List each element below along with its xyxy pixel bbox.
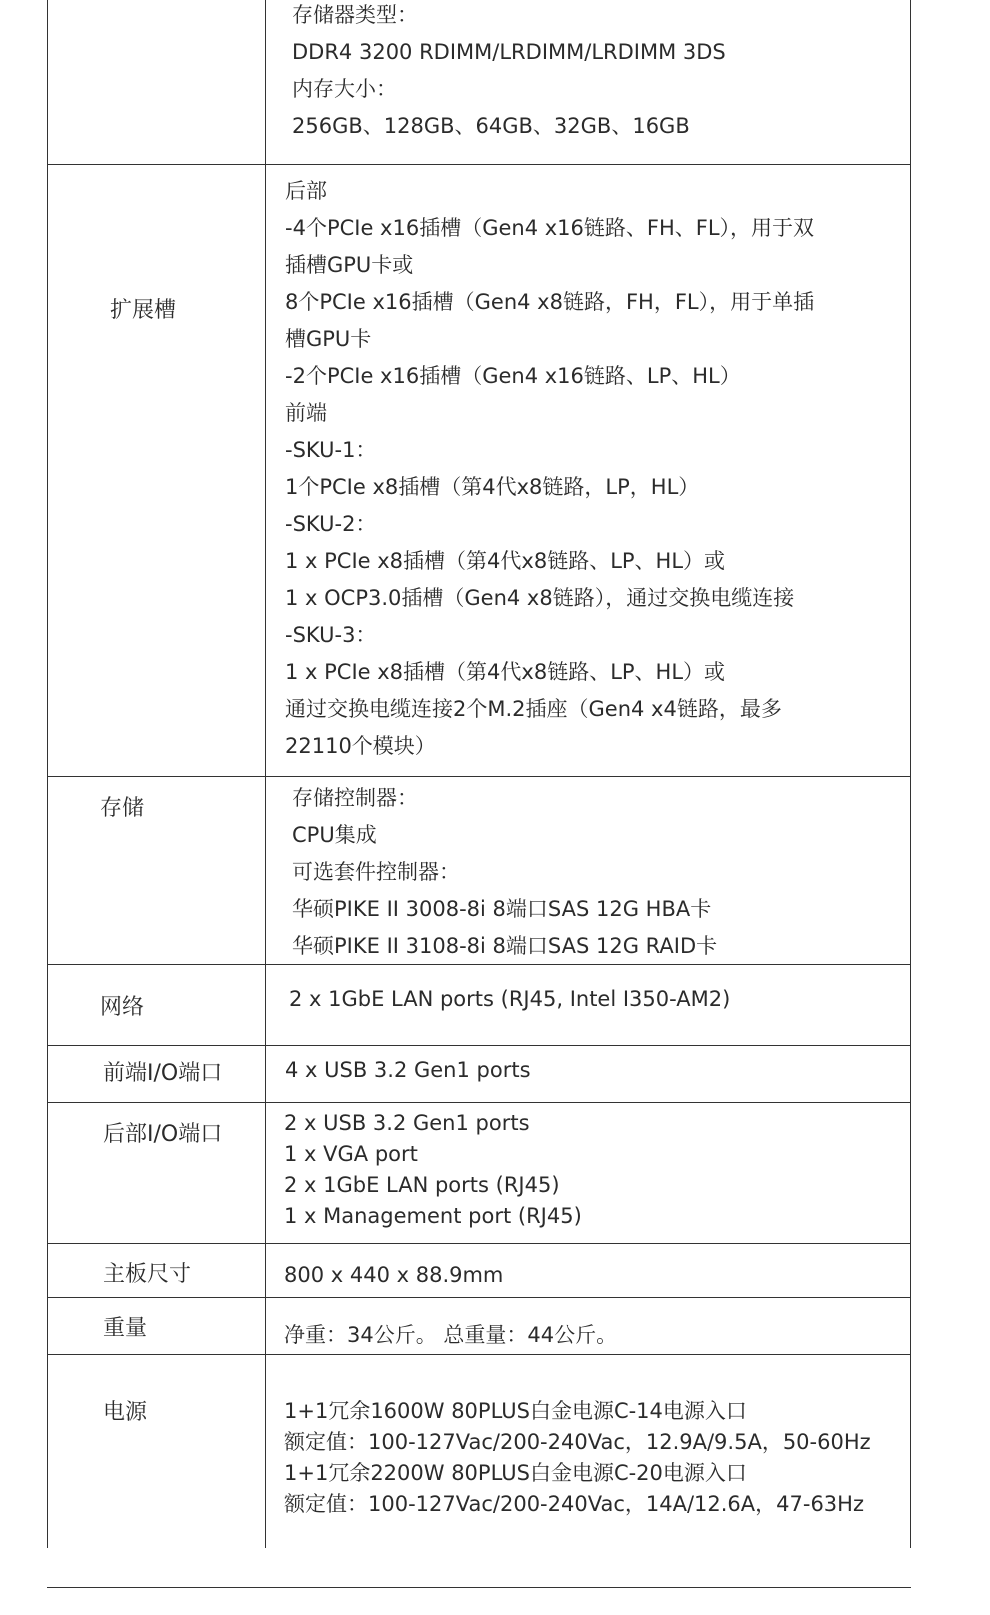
row-divider (47, 1297, 911, 1298)
rear-io-line: 1 x VGA port (284, 1142, 418, 1166)
front-io-line: 4 x USB 3.2 Gen1 ports (285, 1058, 531, 1082)
expansion-line: -2个PCIe x16插槽（Gen4 x16链路、LP、HL） (285, 364, 741, 388)
table-border-left (47, 0, 48, 1548)
row-divider (47, 1102, 911, 1103)
memory-line: 存储器类型： (292, 3, 418, 27)
expansion-label: 扩展槽 (110, 298, 177, 323)
table-border-right (910, 0, 911, 1548)
memory-line: 内存大小： (292, 77, 397, 101)
weight-label: 重量 (103, 1316, 148, 1341)
power-line: 额定值：100-127Vac/200-240Vac，14A/12.6A，47-63Hz (284, 1492, 864, 1516)
storage-line: 存储控制器： (292, 786, 418, 810)
row-divider (47, 964, 911, 965)
board-size-label: 主板尺寸 (103, 1262, 192, 1287)
memory-line: 256GB、128GB、64GB、32GB、16GB (292, 114, 690, 138)
network-line: 2 x 1GbE LAN ports (RJ45, Intel I350-AM2) (289, 987, 731, 1011)
power-label: 电源 (103, 1400, 148, 1425)
rear-io-line: 2 x USB 3.2 Gen1 ports (284, 1111, 530, 1135)
expansion-line: 22110个模块） (285, 734, 436, 758)
expansion-line: -SKU-2： (285, 512, 377, 536)
expansion-line: 通过交换电缆连接2个M.2插座（Gen4 x4链路，最多 (285, 697, 782, 721)
row-divider (47, 1243, 911, 1244)
network-label: 网络 (100, 995, 145, 1020)
expansion-line: 1 x PCIe x8插槽（第4代x8链路、LP、HL）或 (285, 549, 726, 573)
row-divider (47, 776, 911, 777)
rear-io-label: 后部I/O端口 (103, 1122, 223, 1147)
table-border-bottom (47, 1587, 911, 1588)
expansion-line: 插槽GPU卡或 (285, 253, 414, 277)
power-line: 1+1冗余2200W 80PLUS白金电源C-20电源入口 (284, 1461, 747, 1485)
row-divider (47, 1045, 911, 1046)
expansion-line: 后部 (285, 179, 327, 203)
expansion-line: 1个PCIe x8插槽（第4代x8链路，LP，HL） (285, 475, 700, 499)
power-line: 额定值：100-127Vac/200-240Vac，12.9A/9.5A，50-60Hz (284, 1430, 871, 1454)
expansion-line: 1 x PCIe x8插槽（第4代x8链路、LP、HL）或 (285, 660, 726, 684)
expansion-line: 前端 (285, 401, 327, 425)
storage-line: 可选套件控制器： (292, 860, 460, 884)
front-io-label: 前端I/O端口 (103, 1061, 223, 1086)
board-size-line: 800 x 440 x 88.9mm (284, 1263, 504, 1287)
expansion-line: 8个PCIe x16插槽（Gen4 x8链路，FH，FL），用于单插 (285, 290, 815, 314)
storage-line: CPU集成 (292, 823, 377, 847)
rear-io-line: 1 x Management port (RJ45) (284, 1204, 582, 1228)
power-line: 1+1冗余1600W 80PLUS白金电源C-14电源入口 (284, 1399, 747, 1423)
row-divider (47, 1354, 911, 1355)
row-divider (47, 164, 911, 165)
expansion-line: 槽GPU卡 (285, 327, 372, 351)
weight-line: 净重：34公斤。 总重量：44公斤。 (284, 1323, 618, 1347)
expansion-line: 1 x OCP3.0插槽（Gen4 x8链路），通过交换电缆连接 (285, 586, 795, 610)
memory-line: DDR4 3200 RDIMM/LRDIMM/LRDIMM 3DS (292, 40, 726, 64)
rear-io-line: 2 x 1GbE LAN ports (RJ45) (284, 1173, 560, 1197)
storage-line: 华硕PIKE II 3108-8i 8端口SAS 12G RAID卡 (292, 934, 718, 958)
expansion-line: -SKU-3： (285, 623, 377, 647)
storage-label: 存储 (100, 796, 145, 821)
expansion-line: -SKU-1： (285, 438, 377, 462)
table-column-divider (265, 0, 266, 1548)
storage-line: 华硕PIKE II 3008-8i 8端口SAS 12G HBA卡 (292, 897, 712, 921)
expansion-line: -4个PCIe x16插槽（Gen4 x16链路、FH、FL），用于双 (285, 216, 815, 240)
